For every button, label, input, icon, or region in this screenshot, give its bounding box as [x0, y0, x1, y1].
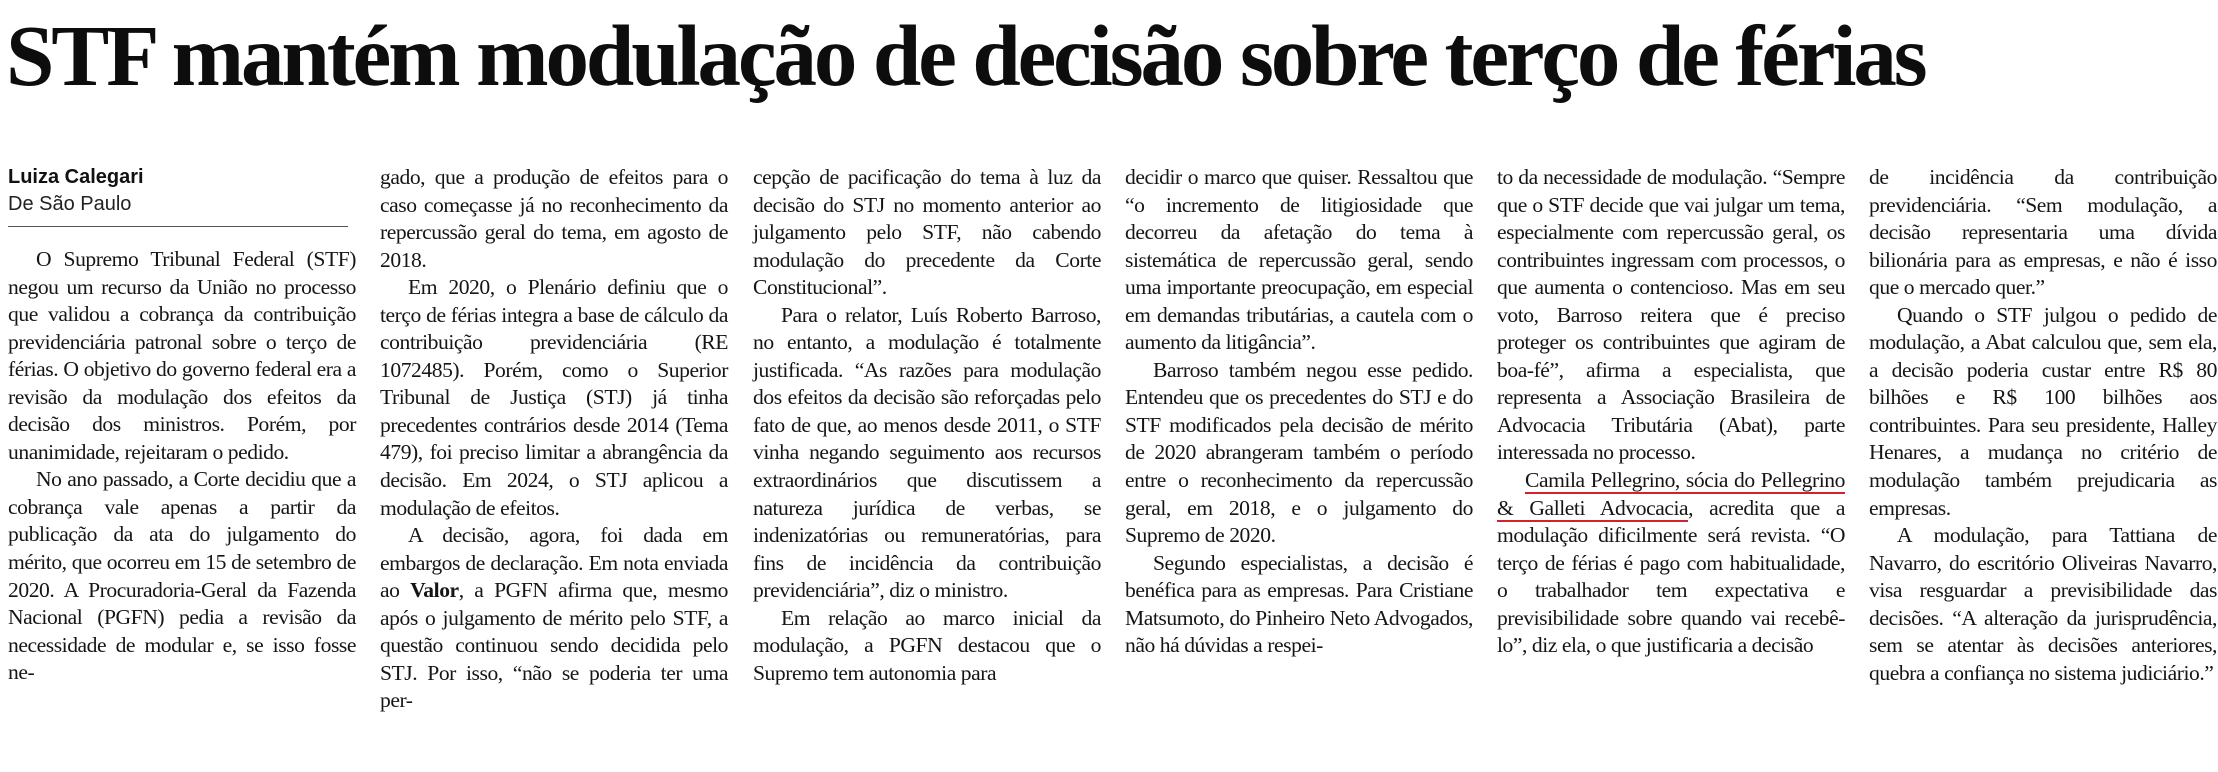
paragraph-text: A decisão, agora, foi dada em embargos de declaração. Em nota enviada ao [380, 523, 728, 603]
publication-name: Valor [410, 578, 459, 603]
paragraph: Para o relator, Luís Roberto Barroso, no entanto, a modulação é totalmente justificada. “As razões para modulação dos efeitos da decisão são reforçadas pelo fato de que, ao menos desde 2011, o STF vinha negando seguimento aos recursos extraordinários que discutissem a natureza jurídica de verbas, se indenizatórias ou remuneratórias, para fins de incidência da contribuição previdenciária”, diz o ministro. [753, 302, 1101, 603]
byline-author: Luiza Calegari [8, 166, 144, 188]
paragraph [380, 522, 728, 715]
paragraph: de incidência da contribuição previdenciária. “Sem modulação, a decisão representaria uma dívida bilionária para as empresas, e não é isso que o mercado quer.” [1869, 165, 2217, 300]
byline-origin: De São Paulo [8, 193, 132, 215]
paragraph: A modulação, para Tattiana de Navarro, do escritório Oliveiras Navarro, visa resguardar a previsibilidade das decisões. “A alteração da jurisprudência, sem se atentar às decisões anteriores, quebra a confiança no sistema judiciário.” [1869, 523, 2217, 685]
paragraph: gado, que a produção de efeitos para o caso começasse já no reconhecimento da repercussão geral do tema, em agosto de 2018. [380, 165, 728, 272]
article-column-3 [753, 164, 1101, 687]
paragraph: Em relação ao marco inicial da modulação, a PGFN destacou que o Supremo tem autonomia para [753, 605, 1101, 685]
paragraph-text: , a PGFN afirma que, mesmo após o julgamento de mérito pelo STF, a questão continuou sendo decidida pelo STJ. Por isso, “não se poderia ter uma per- [380, 578, 728, 713]
article-column-6 [1869, 164, 2217, 687]
paragraph: decidir o marco que quiser. Ressaltou que “o incremento de litigiosidade que decorreu da afetação do tema à sistemática de repercussão geral, sendo uma importante preocupação, em especial em demandas tributárias, a cautela com o aumento da litigância”. [1125, 165, 1473, 355]
article-column-5 [1497, 164, 1845, 660]
byline [8, 164, 348, 218]
article-column-2 [380, 164, 728, 715]
paragraph: Quando o STF julgou o pedido de modulação, a Abat calculou que, sem ela, a decisão poderia custar entre R$ 80 bilhões e R$ 100 bilhões aos contribuintes. Para seu presidente, Halley Henares, a mudança no critério de modulação também prejudicaria as empresas. [1869, 302, 2217, 520]
article-column-4 [1125, 164, 1473, 660]
paragraph: No ano passado, a Corte decidiu que a cobrança vale apenas a partir da publicação da ata do julgamento do mérito, que ocorreu em 15 de setembro de 2020. A Procuradoria-Geral da Fazenda Nacional (PGFN) pedia a revisão da necessidade de modular e, se isso fosse ne- [8, 467, 356, 685]
paragraph: cepção de pacificação do tema à luz da decisão do STJ no momento anterior ao julgamento pelo STF, não cabendo modulação do precedente da Corte Constitucional”. [753, 165, 1101, 300]
paragraph: Barroso também negou esse pedido. Entendeu que os precedentes do STJ e do STF modificados pela decisão de mérito de 2020 abrangeram também o período entre o reconhecimento da repercussão geral, em 2018, e o julgamento do Supremo de 2020. [1125, 357, 1473, 548]
headline: STF mantém modulação de decisão sobre terço de férias [6, 7, 1925, 104]
paragraph: O Supremo Tribunal Federal (STF) negou um recurso da União no processo que validou a cobrança da contribuição previdenciária patronal sobre o terço de férias. O objetivo do governo federal era a revisão da modulação dos efeitos da decisão dos ministros. Porém, por unanimidade, rejeitaram o pedido. [8, 247, 356, 464]
article-column-1 [8, 246, 356, 687]
paragraph [1497, 467, 1845, 660]
paragraph: to da necessidade de modulação. “Sempre que o STF decide que vai julgar um tema, especialmente com repercussão geral, os contribuintes ingressam com processos, o que aumenta o contencioso. Mas em seu voto, Barroso reitera que é preciso proteger os contribuintes que agiram de boa-fé”, afirma a especialista, que representa a Associação Brasileira de Advocacia Tributária (Abat), parte interessada no processo. [1497, 165, 1845, 465]
byline-divider [8, 226, 348, 227]
paragraph: Em 2020, o Plenário definiu que o terço de férias integra a base de cálculo da contribuição previdenciária (RE 1072485). Porém, como o Superior Tribunal de Justiça (STJ) já tinha precedentes contrários desde 2014 (Tema 479), foi preciso limitar a abrangência da decisão. Em 2024, o STJ aplicou a modulação de efeitos. [380, 275, 728, 520]
paragraph: Segundo especialistas, a decisão é benéfica para as empresas. Para Cristiane Matsumoto, do Pinheiro Neto Advogados, não há dúvidas a respei- [1125, 550, 1473, 658]
paragraph-text: , acredita que a modulação dificilmente será revista. “O terço de férias é pago com habitualidade, o trabalhador tem expectativa e previsibilidade sobre quando vai recebê-lo”, diz ela, o que justificaria a decisão [1497, 495, 1845, 658]
highlighted-source-name: Camila Pellegrino, sócia do Pellegrino & Galleti Advocacia [1497, 468, 1845, 520]
